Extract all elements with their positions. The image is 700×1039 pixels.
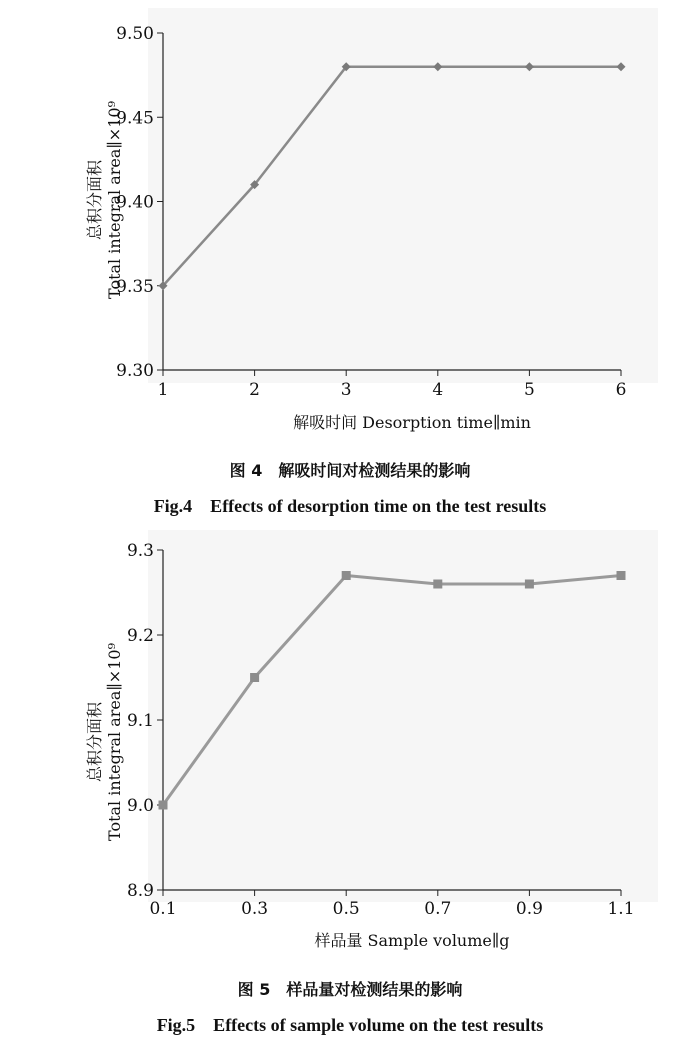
- y-tick-label: 9.1: [126, 711, 154, 731]
- chart-5: [0, 520, 700, 1039]
- plot-area: [148, 8, 658, 383]
- y-tick-label: 9.45: [116, 108, 154, 129]
- y-tick-label: 9.50: [116, 24, 154, 44]
- y-axis-title: [85, 642, 124, 841]
- x-axis-title: 样品量 Sample volume∥g: [314, 931, 510, 950]
- caption-en: Fig.5 Effects of sample volume on the test results: [156, 1015, 544, 1035]
- y-tick-label: 9.35: [116, 276, 154, 297]
- x-tick-label: 2: [249, 380, 261, 400]
- x-tick-label: 1: [157, 380, 169, 400]
- y-axis-title-en: Total integral area∥×10⁹: [105, 643, 124, 841]
- y-tick-label: 9.2: [126, 626, 154, 646]
- data-point: [433, 580, 442, 589]
- x-tick-label: 0.5: [332, 899, 360, 919]
- y-axis-title-cn: 总积分面积: [85, 701, 104, 783]
- y-tick-label: 9.30: [116, 361, 154, 381]
- figure-5: [0, 520, 700, 1039]
- x-tick-label: 6: [615, 380, 627, 400]
- y-axis-title-en: Total integral area∥×10⁹: [105, 101, 124, 299]
- x-tick-label: 4: [432, 380, 444, 400]
- x-tick-label: 0.1: [149, 899, 177, 919]
- y-tick-label: 9.3: [126, 541, 154, 561]
- data-point: [617, 571, 626, 580]
- plot-area: [148, 530, 658, 902]
- y-tick-label: 9.0: [126, 796, 154, 816]
- caption-cn: 图 5 样品量对检测结果的影响: [237, 980, 463, 999]
- x-tick-label: 0.9: [515, 899, 543, 919]
- x-tick-label: 0.3: [241, 899, 269, 919]
- caption-cn: 图 4 解吸时间对检测结果的影响: [229, 461, 471, 480]
- data-point: [342, 571, 351, 580]
- x-axis-title: 解吸时间 Desorption time∥min: [293, 413, 531, 432]
- data-point: [250, 673, 259, 682]
- x-tick-label: 1.1: [607, 899, 635, 919]
- caption-en: Fig.4 Effects of desorption time on the test results: [153, 496, 547, 516]
- data-point: [525, 580, 534, 589]
- y-tick-label: 8.9: [126, 881, 154, 901]
- x-tick-label: 0.7: [424, 899, 452, 919]
- x-tick-label: 3: [340, 380, 352, 400]
- data-point: [159, 801, 168, 810]
- y-axis-title-cn: 总积分面积: [85, 159, 104, 241]
- y-axis-title: [85, 100, 124, 299]
- x-tick-label: 5: [523, 380, 535, 400]
- y-tick-label: 9.40: [116, 192, 154, 213]
